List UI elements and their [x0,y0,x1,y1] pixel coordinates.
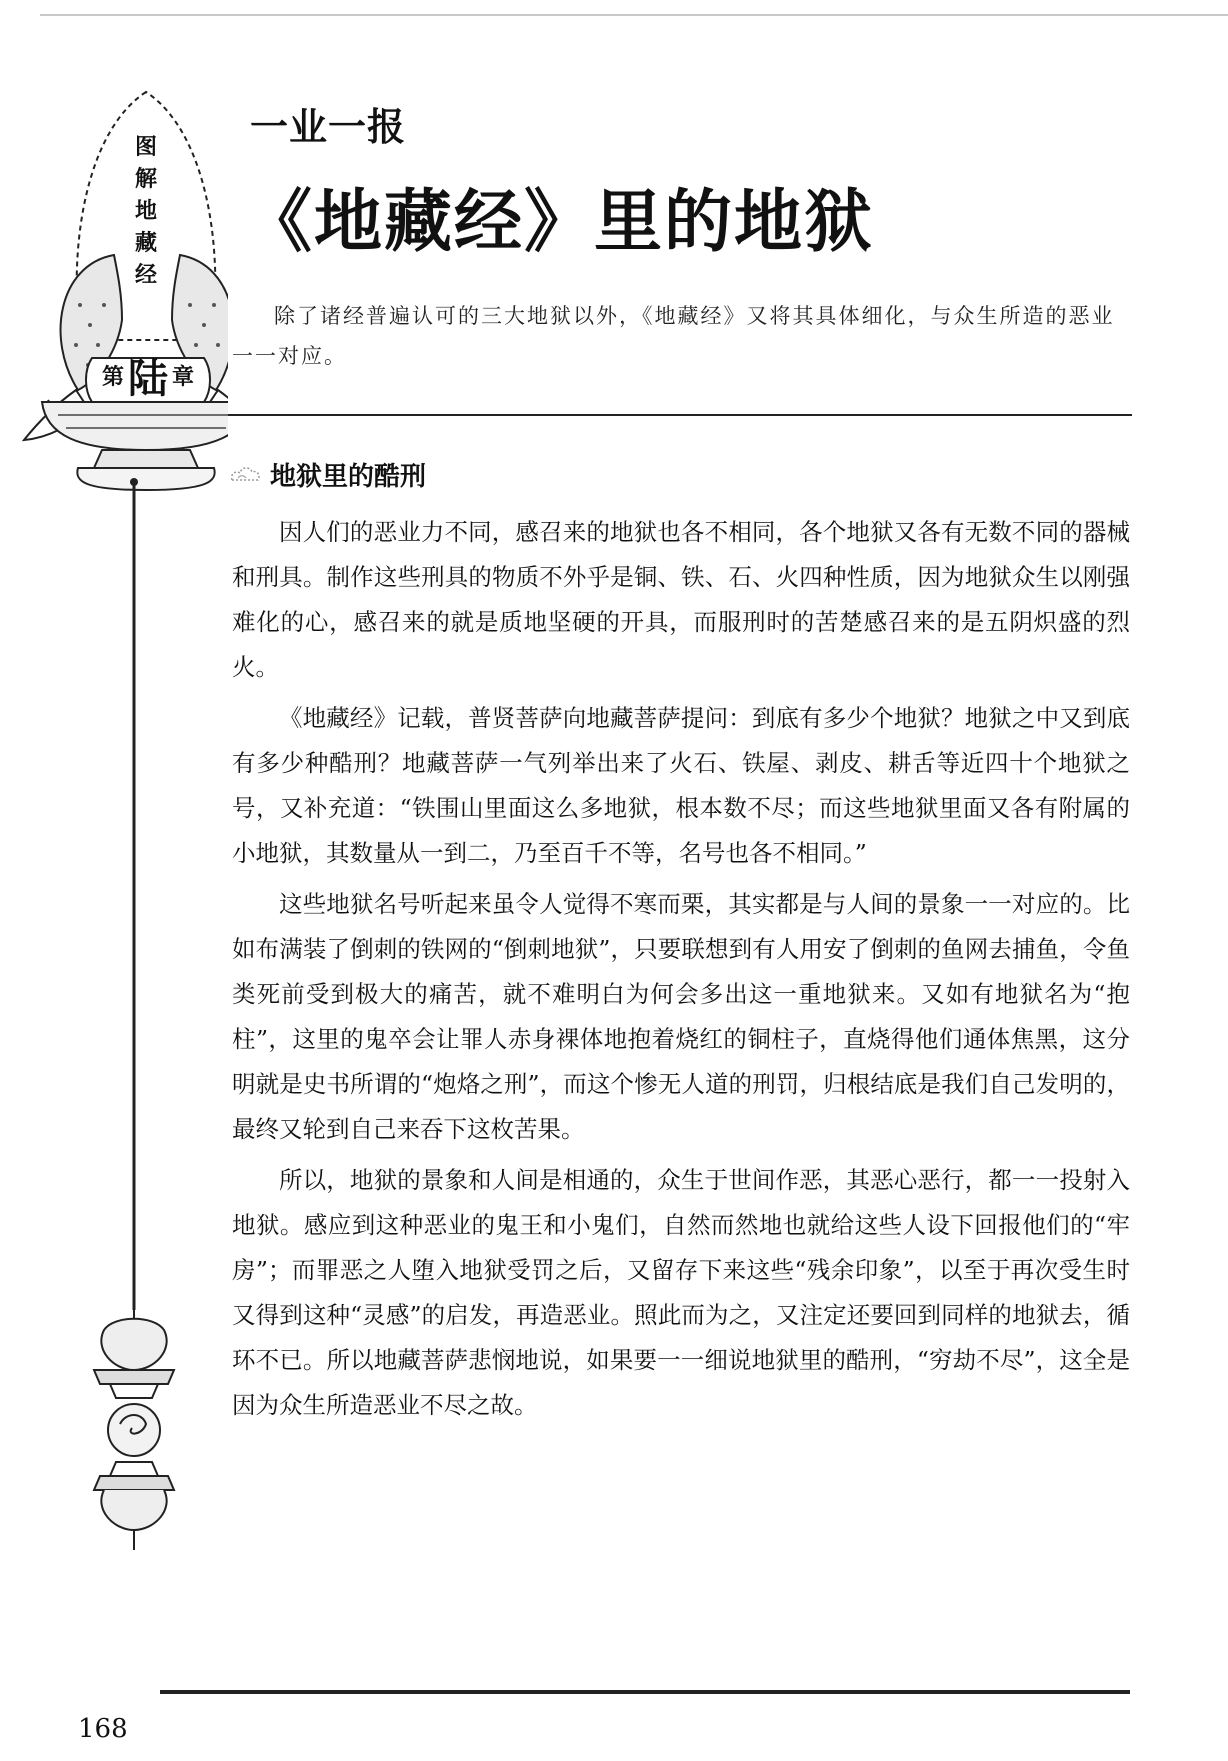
body-paragraph: 所以，地狱的景象和人间是相通的，众生于世间作恶，其恶心恶行，都一一投射入地狱。感应到这种恶业的鬼王和小鬼们，自然而然地也就给这些人设下回报他们的“牢房”；而罪恶之人堕入地狱受罚之后，又留存下来这些“残余印象”，以至于再次受生时又得到这种“灵感”的启发，再造恶业。照此而为之，又注定还要回到同样的地狱去，循环不已。所以地藏菩萨悲悯地说，如果要一一细说地狱里的酷刑，“穷劫不尽”，这全是因为众生所造恶业不尽之故。 [232,1166,1130,1419]
page-subtitle: 一业一报 [250,104,407,149]
chapter-number: 陆 [128,355,168,402]
body-paragraph: 《地藏经》记载，普贤菩萨向地藏菩萨提问：到底有多少个地狱？地狱之中又到底有多少种酷刑？地藏菩萨一气列举出来了火石、铁屋、剥皮、耕舌等近四十个地狱之号，又补充道：“铁围山里面这么多地狱，根本数不尽；而这些地狱里面又各有附属的小地狱，其数量从一到二，乃至百千不等，名号也各不相同。” [232,704,1130,867]
body-paragraph: 这些地狱名号听起来虽令人觉得不寒而栗，其实都是与人间的景象一一对应的。比如布满装了倒刺的铁网的“倒刺地狱”，只要联想到有人用安了倒刺的鱼网去捕鱼，令鱼类死前受到极大的痛苦，就不难明白为何会多出这一重地狱来。又如有地狱名为“抱柱”，这里的鬼卒会让罪人赤身裸体地抱着烧红的铜柱子，直烧得他们通体焦黑，这分明就是史书所谓的“炮烙之刑”，而这个惨无人道的刑罚，归根结底是我们自己发明的，最终又轮到自己来吞下这枚苦果。 [232,890,1130,1143]
cloud-ornament-icon [228,462,262,486]
series-title-char: 藏 [134,231,157,256]
chapter-suffix: 章 [172,364,195,390]
section-title: 地狱里的酷刑 [270,461,427,492]
series-title-char: 图 [134,135,157,160]
series-title-char: 地 [134,199,157,224]
chapter-badge [88,348,208,402]
page-title: 《地藏经》里的地狱 [244,183,875,262]
top-rule [40,14,1228,16]
body-paragraph: 因人们的恶业力不同，感召来的地狱也各不相同，各个地狱又各有无数不同的器械和刑具。制作这些刑具的物质不外乎是铜、铁、石、火四种性质，因为地狱众生以刚强难化的心，感召来的就是质地坚硬的开具，而服刑时的苦楚感召来的是五阴炽盛的烈火。 [232,518,1130,681]
sidebar-ornament-icon [18,90,228,1650]
bottom-rule [160,1690,1130,1694]
intro-text: 除了诸经普遍认可的三大地狱以外，《地藏经》又将其具体细化，与众生所造的恶业一一对应。 [232,304,1115,368]
chapter-prefix: 第 [101,364,124,390]
series-title-char: 经 [134,263,157,288]
intro-divider [228,414,1132,416]
body-text [232,510,1130,1434]
chapter-sidebar [18,90,228,1650]
section-heading [228,454,426,494]
series-title [130,132,162,292]
page-number: 168 [78,1714,128,1744]
series-title-char: 解 [134,167,157,192]
